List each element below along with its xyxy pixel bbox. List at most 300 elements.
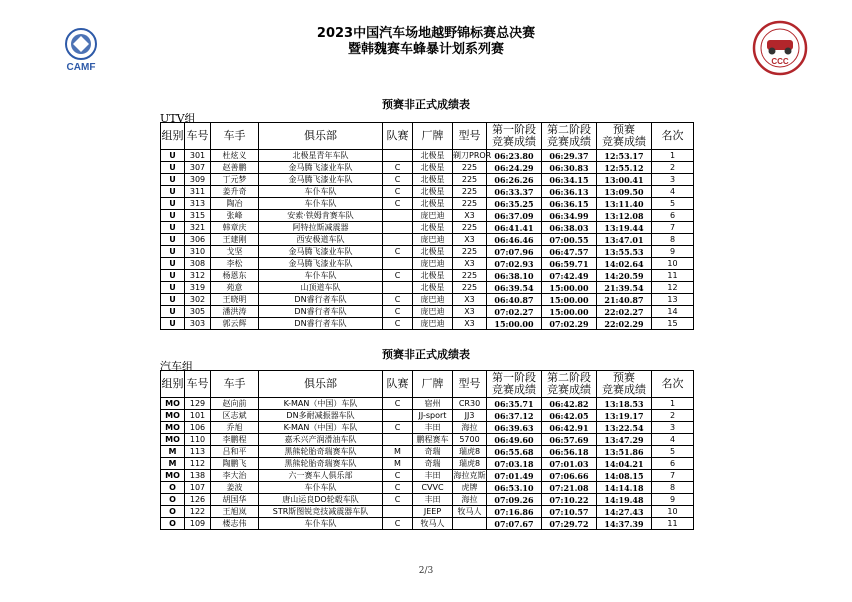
cell-group: U: [161, 222, 185, 234]
cell-car-no: 303: [185, 318, 211, 330]
cell-brand: 庞巴迪: [413, 306, 453, 318]
table-header-row: [161, 123, 694, 150]
cell-model: X3: [453, 318, 487, 330]
cell-team: [383, 234, 413, 246]
cell-team: C: [383, 174, 413, 186]
cell-total: 13:55.53: [597, 246, 652, 258]
cell-model: 虎牌: [453, 482, 487, 494]
cell-brand: 奇瑞: [413, 458, 453, 470]
cell-car-no: 309: [185, 174, 211, 186]
cell-brand: 北极星: [413, 174, 453, 186]
cell-group: U: [161, 186, 185, 198]
cell-team: C: [383, 294, 413, 306]
cell-team: [383, 258, 413, 270]
cell-model: 海拉: [453, 422, 487, 434]
cell-total: 13:47.29: [597, 434, 652, 446]
cell-brand: 庞巴迪: [413, 318, 453, 330]
cell-club: K-MAN（中国）车队: [259, 422, 383, 434]
cell-stage2: 06:34.15: [542, 174, 597, 186]
col-stage2: 第二阶段 竞赛成绩: [542, 123, 597, 150]
cell-rank: 9: [652, 494, 694, 506]
cell-model: X3: [453, 258, 487, 270]
cell-car-no: 113: [185, 446, 211, 458]
title-line-1: 2023中国汽车场地越野锦标赛总决赛: [316, 26, 536, 41]
table-row: [161, 150, 694, 162]
cell-team: C: [383, 398, 413, 410]
cell-club: DN睿行者车队: [259, 306, 383, 318]
cell-stage1: 07:09.26: [487, 494, 542, 506]
cell-brand: 牧马人: [413, 518, 453, 530]
cell-club: 黑熊轮胎奇瑞赛车队: [259, 458, 383, 470]
cell-model: [453, 518, 487, 530]
cell-rank: 5: [652, 198, 694, 210]
cell-driver: 李松: [211, 258, 259, 270]
cell-stage2: 06:42.91: [542, 422, 597, 434]
cell-driver: 王旭岚: [211, 506, 259, 518]
cell-brand: 北极星: [413, 150, 453, 162]
cell-stage1: 06:40.87: [487, 294, 542, 306]
cell-brand: 北极星: [413, 246, 453, 258]
cell-car-no: 305: [185, 306, 211, 318]
table-row: [161, 518, 694, 530]
results-table-utv: [160, 122, 694, 330]
cell-rank: 10: [652, 258, 694, 270]
cell-brand: JJ-sport: [413, 410, 453, 422]
cell-group: U: [161, 318, 185, 330]
cell-driver: 丁元梦: [211, 174, 259, 186]
cell-rank: 13: [652, 294, 694, 306]
cell-stage2: 06:47.57: [542, 246, 597, 258]
col-team: 队赛: [383, 123, 413, 150]
cell-group: O: [161, 518, 185, 530]
cell-team: C: [383, 306, 413, 318]
cell-group: O: [161, 482, 185, 494]
cell-driver: 李鹏程: [211, 434, 259, 446]
cell-stage1: 06:53.10: [487, 482, 542, 494]
cell-club: 北极星青年车队: [259, 150, 383, 162]
table-row: [161, 410, 694, 422]
cell-stage1: 06:37.12: [487, 410, 542, 422]
table-row: [161, 186, 694, 198]
cell-rank: 7: [652, 470, 694, 482]
cell-stage2: 07:00.55: [542, 234, 597, 246]
cell-model: 海拉克斯: [453, 470, 486, 480]
table-row: [161, 222, 694, 234]
cell-group: U: [161, 234, 185, 246]
cell-brand: 北极星: [413, 282, 453, 294]
cell-total: 13:51.86: [597, 446, 652, 458]
cell-total: 12:55.12: [597, 162, 652, 174]
section-title-car: 预赛非正式成绩表: [382, 348, 470, 361]
cell-driver: 陶鹏飞: [211, 458, 259, 470]
cell-group: U: [161, 198, 185, 210]
col-brand: 厂牌: [413, 371, 453, 398]
cell-driver: 郭云辉: [211, 318, 259, 330]
cell-team: C: [383, 518, 413, 530]
cell-team: C: [383, 482, 413, 494]
cell-team: [383, 222, 413, 234]
col-total: 预赛 竞赛成绩: [597, 123, 652, 150]
col-stage1: 第一阶段 竞赛成绩: [487, 123, 542, 150]
title-line-2: 暨韩魏赛车蜂暴计划系列赛: [347, 42, 504, 57]
cell-car-no: 311: [185, 186, 211, 198]
col-group: 组别: [161, 371, 185, 398]
cell-brand: 庞巴迪: [413, 234, 453, 246]
cell-brand: 庞巴迪: [413, 210, 453, 222]
cell-total: 14:37.39: [597, 518, 652, 530]
col-driver: 车手: [211, 123, 259, 150]
ccc-logo: [752, 20, 808, 76]
cell-model: JJ3: [453, 410, 487, 422]
cell-club: K-MAN（中国）车队: [259, 398, 383, 410]
cell-total: 13:09.50: [597, 186, 652, 198]
cell-stage2: 06:56.18: [542, 446, 597, 458]
col-brand: 厂牌: [413, 123, 453, 150]
page-number: 2/3: [418, 566, 434, 576]
col-model: 型号: [453, 123, 487, 150]
cell-rank: 12: [652, 282, 694, 294]
cell-team: C: [383, 198, 413, 210]
cell-stage2: 07:21.08: [542, 482, 597, 494]
cell-total: 13:47.01: [597, 234, 652, 246]
cell-club: 金马腾飞漆业车队: [259, 174, 383, 186]
cell-rank: 3: [652, 174, 694, 186]
cell-rank: 14: [652, 306, 694, 318]
cell-team: C: [383, 494, 413, 506]
cell-model: 牧马人: [453, 506, 487, 518]
cell-car-no: 307: [185, 162, 211, 174]
cell-driver: 吕和平: [211, 446, 259, 458]
col-rank: 名次: [652, 123, 694, 150]
table-row: [161, 470, 694, 482]
cell-model: CR30: [453, 398, 487, 410]
cell-team: [383, 150, 413, 162]
cell-club: 安索·铁姆肯赛车队: [259, 210, 383, 222]
cell-brand: CVVC: [413, 482, 453, 494]
cell-group: MO: [161, 470, 185, 482]
cell-rank: 5: [652, 446, 694, 458]
col-total: 预赛 竞赛成绩: [597, 371, 652, 398]
cell-team: C: [383, 470, 413, 482]
cell-model: X3: [453, 234, 487, 246]
cell-stage1: 07:02.93: [487, 258, 542, 270]
cell-total: 14:14.18: [597, 482, 652, 494]
cell-group: U: [161, 210, 185, 222]
cell-driver: 楼志伟: [211, 518, 259, 530]
cell-car-no: 109: [185, 518, 211, 530]
table-row: [161, 258, 694, 270]
cell-club: 金马腾飞漆业车队: [259, 162, 383, 174]
cell-stage1: 06:39.63: [487, 422, 542, 434]
cell-brand: 丰田: [413, 422, 453, 434]
table-row: [161, 174, 694, 186]
col-group: 组别: [161, 123, 185, 150]
cell-club: 阿特拉斯减震器: [259, 222, 383, 234]
cell-club: 六一赛车人俱乐部: [259, 470, 383, 482]
table-row: [161, 162, 694, 174]
cell-rank: 9: [652, 246, 694, 258]
cell-club: 金马腾飞漆业车队: [259, 246, 383, 258]
table-row: [161, 282, 694, 294]
cell-driver: 赵善鹏: [211, 162, 259, 174]
cell-club: STR斯图锐竞技减震器车队: [259, 506, 383, 518]
cell-stage1: 15:00.00: [487, 318, 542, 330]
cell-model: X3: [453, 306, 487, 318]
table-header-row: [161, 371, 694, 398]
cell-stage1: 06:35.25: [487, 198, 542, 210]
cell-stage2: 06:30.83: [542, 162, 597, 174]
table-row: [161, 234, 694, 246]
cell-stage2: 07:01.03: [542, 458, 597, 470]
group-label-car: 汽车组: [160, 360, 193, 373]
cell-driver: 陶冶: [211, 198, 259, 210]
cell-brand: 鹏程赛车: [413, 434, 453, 446]
col-car-no: 车号: [185, 371, 211, 398]
cell-group: U: [161, 282, 185, 294]
cell-stage2: 07:42.49: [542, 270, 597, 282]
cell-club: 车仆车队: [259, 270, 383, 282]
table-row: [161, 398, 694, 410]
cell-driver: 王晓明: [211, 294, 259, 306]
cell-rank: 2: [652, 162, 694, 174]
cell-stage1: 06:49.60: [487, 434, 542, 446]
cell-rank: 6: [652, 458, 694, 470]
cell-total: 14:02.64: [597, 258, 652, 270]
cell-group: U: [161, 174, 185, 186]
cell-model: 225: [453, 162, 487, 174]
cell-club: DN多耐减振器车队: [259, 410, 383, 422]
cell-total: 13:11.40: [597, 198, 652, 210]
cell-rank: 7: [652, 222, 694, 234]
cell-driver: 姜波: [211, 482, 259, 494]
cell-model: 225: [453, 186, 487, 198]
cell-driver: 杜炫义: [211, 150, 259, 162]
cell-rank: 11: [652, 518, 694, 530]
cell-stage1: 06:37.09: [487, 210, 542, 222]
cell-car-no: 302: [185, 294, 211, 306]
table-row: [161, 306, 694, 318]
cell-driver: 苑意: [211, 282, 259, 294]
cell-model: 瑞虎8: [453, 458, 487, 470]
cell-brand: 北极星: [413, 270, 453, 282]
cell-rank: 15: [652, 318, 694, 330]
cell-driver: 区志斌: [211, 410, 259, 422]
section-title-utv: 预赛非正式成绩表: [382, 98, 470, 111]
cell-total: 14:27.43: [597, 506, 652, 518]
cell-team: M: [383, 458, 413, 470]
col-club: 俱乐部: [259, 123, 383, 150]
cell-total: 22:02.29: [597, 318, 652, 330]
cell-stage1: 06:38.10: [487, 270, 542, 282]
cell-stage2: 15:00.00: [542, 282, 597, 294]
cell-stage1: 06:39.54: [487, 282, 542, 294]
col-model: 型号: [453, 371, 487, 398]
cell-total: 14:20.59: [597, 270, 652, 282]
cell-car-no: 129: [185, 398, 211, 410]
cell-team: C: [383, 422, 413, 434]
cell-club: 车仆车队: [259, 198, 383, 210]
cell-model: 225: [453, 198, 487, 210]
cell-car-no: 107: [185, 482, 211, 494]
cell-brand: 丰田: [413, 494, 453, 506]
cell-car-no: 138: [185, 470, 211, 482]
cell-stage2: 06:36.13: [542, 186, 597, 198]
cell-stage1: 07:07.96: [487, 246, 542, 258]
cell-total: 22:02.27: [597, 306, 652, 318]
table-row: [161, 434, 694, 446]
cell-club: 车仆车队: [259, 518, 383, 530]
cell-brand: 庞巴迪: [413, 258, 453, 270]
cell-driver: 姜升奇: [211, 186, 259, 198]
cell-model: 225: [453, 222, 487, 234]
cell-group: M: [161, 458, 185, 470]
camf-logo: [56, 28, 106, 72]
cell-model: X3: [453, 210, 487, 222]
cell-brand: 庞巴迪: [413, 294, 453, 306]
cell-stage1: 06:24.29: [487, 162, 542, 174]
table-row: [161, 294, 694, 306]
col-rank: 名次: [652, 371, 694, 398]
cell-group: MO: [161, 410, 185, 422]
table-row: [161, 494, 694, 506]
cell-total: 14:19.48: [597, 494, 652, 506]
cell-group: O: [161, 506, 185, 518]
cell-group: U: [161, 294, 185, 306]
col-driver: 车手: [211, 371, 259, 398]
cell-stage1: 06:46.46: [487, 234, 542, 246]
svg-text:CCC: CCC: [771, 57, 789, 66]
cell-group: MO: [161, 398, 185, 410]
cell-total: 13:18.53: [597, 398, 652, 410]
cell-total: 13:19.17: [597, 410, 652, 422]
cell-total: 12:53.17: [597, 150, 652, 162]
cell-team: [383, 434, 413, 446]
table-row: [161, 446, 694, 458]
table-row: [161, 422, 694, 434]
cell-stage2: 06:29.37: [542, 150, 597, 162]
cell-group: U: [161, 246, 185, 258]
cell-driver: 王建刚: [211, 234, 259, 246]
cell-brand: 宿州: [413, 398, 453, 410]
table-row: [161, 246, 694, 258]
cell-club: 嘉禾兴产润滑油车队: [259, 434, 383, 446]
cell-group: U: [161, 306, 185, 318]
cell-model: 5700: [453, 434, 487, 446]
cell-group: U: [161, 270, 185, 282]
cell-stage2: 06:57.69: [542, 434, 597, 446]
table-row: [161, 210, 694, 222]
cell-car-no: 301: [185, 150, 211, 162]
cell-rank: 8: [652, 234, 694, 246]
cell-total: 21:39.54: [597, 282, 652, 294]
cell-stage2: 07:10.57: [542, 506, 597, 518]
cell-total: 13:19.44: [597, 222, 652, 234]
cell-model: 剃刀PROR: [453, 150, 492, 160]
cell-rank: 11: [652, 270, 694, 282]
cell-car-no: 101: [185, 410, 211, 422]
table-row: [161, 482, 694, 494]
cell-stage1: 07:07.67: [487, 518, 542, 530]
cell-driver: 李大治: [211, 470, 259, 482]
cell-car-no: 122: [185, 506, 211, 518]
cell-driver: 韩章庆: [211, 222, 259, 234]
group-label-utv: UTV组: [160, 112, 196, 125]
cell-model: 225: [453, 282, 487, 294]
cell-group: U: [161, 258, 185, 270]
cell-group: M: [161, 446, 185, 458]
cell-team: C: [383, 186, 413, 198]
cell-car-no: 106: [185, 422, 211, 434]
cell-rank: 8: [652, 482, 694, 494]
cell-rank: 6: [652, 210, 694, 222]
cell-stage1: 06:41.41: [487, 222, 542, 234]
cell-car-no: 319: [185, 282, 211, 294]
cell-total: 21:40.87: [597, 294, 652, 306]
cell-brand: 北极星: [413, 162, 453, 174]
cell-team: [383, 282, 413, 294]
cell-team: C: [383, 162, 413, 174]
cell-car-no: 306: [185, 234, 211, 246]
cell-club: 山顶道车队: [259, 282, 383, 294]
cell-stage2: 07:29.72: [542, 518, 597, 530]
cell-group: U: [161, 150, 185, 162]
cell-total: 14:08.15: [597, 470, 652, 482]
cell-model: 225: [453, 174, 487, 186]
cell-driver: 潘洪涛: [211, 306, 259, 318]
cell-stage2: 15:00.00: [542, 294, 597, 306]
cell-car-no: 112: [185, 458, 211, 470]
cell-stage2: 07:10.22: [542, 494, 597, 506]
cell-group: U: [161, 162, 185, 174]
cell-group: O: [161, 494, 185, 506]
cell-brand: JEEP: [413, 506, 453, 518]
cell-car-no: 315: [185, 210, 211, 222]
cell-rank: 2: [652, 410, 694, 422]
cell-car-no: 312: [185, 270, 211, 282]
cell-rank: 1: [652, 150, 694, 162]
cell-team: C: [383, 270, 413, 282]
cell-stage2: 06:36.15: [542, 198, 597, 210]
cell-rank: 1: [652, 398, 694, 410]
cell-driver: 乔旭: [211, 422, 259, 434]
cell-stage2: 15:00.00: [542, 306, 597, 318]
cell-brand: 北极星: [413, 198, 453, 210]
table-row: [161, 458, 694, 470]
col-stage2: 第二阶段 竞赛成绩: [542, 371, 597, 398]
cell-rank: 3: [652, 422, 694, 434]
cell-rank: 4: [652, 434, 694, 446]
cell-team: C: [383, 246, 413, 258]
cell-club: 西安极道车队: [259, 234, 383, 246]
cell-stage2: 07:06.66: [542, 470, 597, 482]
cell-car-no: 310: [185, 246, 211, 258]
cell-model: 海拉: [453, 494, 487, 506]
col-car-no: 车号: [185, 123, 211, 150]
cell-model: 225: [453, 270, 487, 282]
cell-club: DN睿行者车队: [259, 294, 383, 306]
cell-rank: 10: [652, 506, 694, 518]
cell-stage1: 06:33.37: [487, 186, 542, 198]
cell-total: 13:12.08: [597, 210, 652, 222]
cell-total: 13:00.41: [597, 174, 652, 186]
cell-team: [383, 410, 413, 422]
cell-club: 金马腾飞漆业车队: [259, 258, 383, 270]
cell-club: 黑熊轮胎奇瑞赛车队: [259, 446, 383, 458]
col-team: 队赛: [383, 371, 413, 398]
cell-brand: 丰田: [413, 470, 453, 482]
cell-team: [383, 506, 413, 518]
cell-stage1: 06:35.71: [487, 398, 542, 410]
